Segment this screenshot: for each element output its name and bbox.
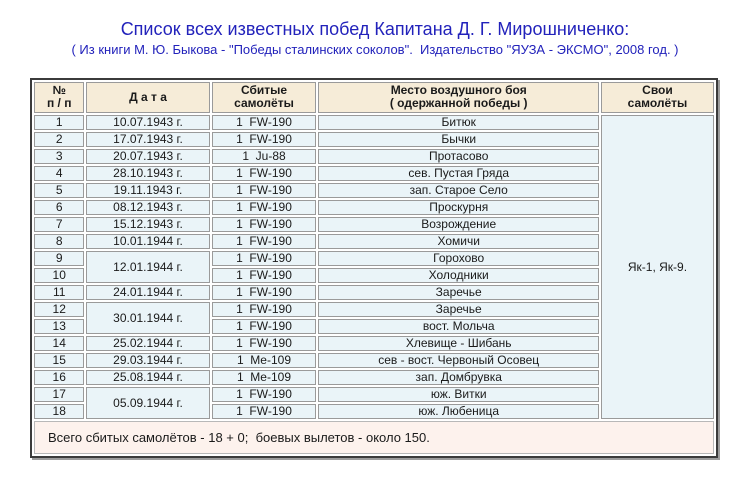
col-header-downed-line2: самолёты — [234, 96, 294, 110]
location-cell: Проскурня — [318, 200, 599, 215]
victories-table — [32, 80, 716, 421]
col-header-number-line1: № — [52, 83, 66, 97]
row-number-cell: 9 — [34, 251, 84, 266]
row-number-cell: 2 — [34, 132, 84, 147]
col-header-place-line1: Место воздушного боя — [390, 83, 527, 97]
date-cell: 25.08.1944 г. — [86, 370, 209, 385]
downed-aircraft-cell: 1 FW-190 — [212, 115, 317, 130]
downed-aircraft-cell: 1 FW-190 — [212, 268, 317, 283]
col-header-date-label: Д а т а — [129, 89, 167, 104]
date-cell: 10.01.1944 г. — [86, 234, 209, 249]
victories-table-frame — [30, 78, 718, 458]
location-cell: Протасово — [318, 149, 599, 164]
col-header-number — [34, 82, 84, 113]
row-number-cell: 8 — [34, 234, 84, 249]
col-header-own-line2: самолёты — [627, 96, 688, 110]
col-header-place-line2: ( одержанной победы ) — [389, 96, 528, 110]
date-cell: 08.12.1943 г. — [86, 200, 209, 215]
summary-bar: Всего сбитых самолётов - 18 + 0; боевых вылетов - около 150. — [34, 421, 714, 454]
location-cell: юж. Витки — [318, 387, 599, 402]
downed-aircraft-cell: 1 Ju-88 — [212, 149, 317, 164]
row-number-cell: 5 — [34, 183, 84, 198]
location-cell: зап. Старое Село — [318, 183, 599, 198]
downed-aircraft-cell: 1 FW-190 — [212, 302, 317, 317]
date-cell: 28.10.1943 г. — [86, 166, 209, 181]
location-cell: сев - вост. Червоный Осовец — [318, 353, 599, 368]
location-cell: Хомичи — [318, 234, 599, 249]
date-cell: 20.07.1943 г. — [86, 149, 209, 164]
row-number-cell: 10 — [34, 268, 84, 283]
row-number-cell: 11 — [34, 285, 84, 300]
row-number-cell: 13 — [34, 319, 84, 334]
location-cell: Горохово — [318, 251, 599, 266]
downed-aircraft-cell: 1 FW-190 — [212, 251, 317, 266]
date-cell: 24.01.1944 г. — [86, 285, 209, 300]
col-header-downed-line1: Сбитые — [240, 83, 288, 97]
downed-aircraft-cell: 1 FW-190 — [212, 387, 317, 402]
downed-aircraft-cell: 1 FW-190 — [212, 132, 317, 147]
col-header-number-line2: п / п — [46, 96, 72, 110]
table-body — [34, 115, 714, 419]
downed-aircraft-cell: 1 FW-190 — [212, 200, 317, 215]
date-cell: 15.12.1943 г. — [86, 217, 209, 232]
col-header-downed — [212, 82, 317, 113]
col-header-own — [601, 82, 714, 113]
downed-aircraft-cell: 1 FW-190 — [212, 166, 317, 181]
date-cell: 10.07.1943 г. — [86, 115, 209, 130]
row-number-cell: 7 — [34, 217, 84, 232]
row-number-cell: 3 — [34, 149, 84, 164]
header-row — [34, 82, 714, 113]
col-header-date — [86, 82, 209, 113]
col-header-own-line1: Свои — [642, 83, 673, 97]
downed-aircraft-cell: 1 FW-190 — [212, 285, 317, 300]
date-cell: 25.02.1944 г. — [86, 336, 209, 351]
downed-aircraft-cell: 1 Me-109 — [212, 353, 317, 368]
location-cell: Заречье — [318, 302, 599, 317]
location-cell: Битюк — [318, 115, 599, 130]
downed-aircraft-cell: 1 FW-190 — [212, 183, 317, 198]
date-cell: 17.07.1943 г. — [86, 132, 209, 147]
row-number-cell: 6 — [34, 200, 84, 215]
location-cell: Возрождение — [318, 217, 599, 232]
date-cell: 12.01.1944 г. — [86, 251, 209, 283]
table-row — [34, 115, 714, 130]
date-cell: 19.11.1943 г. — [86, 183, 209, 198]
location-cell: Холодники — [318, 268, 599, 283]
row-number-cell: 14 — [34, 336, 84, 351]
location-cell: Хлевище - Шибань — [318, 336, 599, 351]
downed-aircraft-cell: 1 FW-190 — [212, 234, 317, 249]
col-header-place — [318, 82, 599, 113]
downed-aircraft-cell: 1 FW-190 — [212, 404, 317, 419]
page-title: Список всех известных побед Капитана Д. Г. Мирошниченко: — [120, 19, 630, 39]
downed-aircraft-cell: 1 FW-190 — [212, 217, 317, 232]
location-cell: юж. Любеница — [318, 404, 599, 419]
location-cell: Заречье — [318, 285, 599, 300]
row-number-cell: 1 — [34, 115, 84, 130]
own-aircraft-cell: Як-1, Як-9. — [601, 115, 714, 419]
row-number-cell: 16 — [34, 370, 84, 385]
downed-aircraft-cell: 1 FW-190 — [212, 336, 317, 351]
downed-aircraft-cell: 1 FW-190 — [212, 319, 317, 334]
date-cell: 30.01.1944 г. — [86, 302, 209, 334]
location-cell: вост. Мольча — [318, 319, 599, 334]
date-cell: 05.09.1944 г. — [86, 387, 209, 419]
row-number-cell: 15 — [34, 353, 84, 368]
row-number-cell: 12 — [34, 302, 84, 317]
row-number-cell: 18 — [34, 404, 84, 419]
downed-aircraft-cell: 1 Me-109 — [212, 370, 317, 385]
page-subtitle: ( Из книги М. Ю. Быкова - "Победы сталинских соколов". Издательство "ЯУЗА - ЭКСМО", 2008 год. ) — [71, 42, 679, 57]
location-cell: Бычки — [318, 132, 599, 147]
date-cell: 29.03.1944 г. — [86, 353, 209, 368]
row-number-cell: 17 — [34, 387, 84, 402]
row-number-cell: 4 — [34, 166, 84, 181]
location-cell: сев. Пустая Гряда — [318, 166, 599, 181]
location-cell: зап. Домбрувка — [318, 370, 599, 385]
